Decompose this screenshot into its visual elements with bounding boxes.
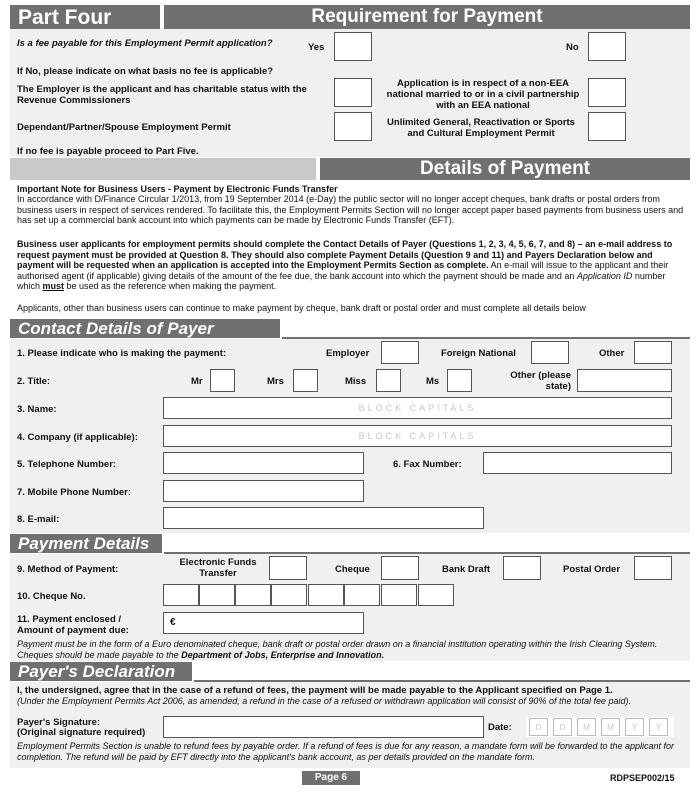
email-input[interactable] [163, 507, 484, 529]
declaration-line2: (Under the Employment Permits Act 2006, as amended, a refund in the case of a refused or withdrawn application will consist of 90% of the total fee paid). [17, 696, 631, 706]
form-code: RDPSEP002/15 [610, 773, 675, 783]
fax-input[interactable] [483, 452, 672, 474]
cheque-digit-5[interactable] [308, 584, 344, 606]
date-input[interactable] [526, 717, 674, 737]
fee-question: Is a fee payable for this Employment Permit application? [17, 38, 273, 49]
non-eea-label: Application is in respect of a non-EEA national married to or in a civil partnership with an EEA national [386, 78, 580, 111]
basis-question: If No, please indicate on what basis no fee is applicable? [17, 66, 274, 77]
euro-symbol: € [170, 617, 176, 628]
must-term: must [42, 281, 65, 291]
telephone-input[interactable] [163, 452, 364, 474]
unlimited-checkbox[interactable] [588, 112, 626, 141]
q8-label: 8. E-mail: [17, 514, 60, 525]
date-cell-d2[interactable]: D [553, 718, 572, 736]
q10-label: 10. Cheque No. [17, 591, 86, 602]
payment-note [17, 639, 689, 660]
ms-label: Ms [426, 376, 440, 387]
q3-label: 3. Name: [17, 404, 57, 415]
other-title-input[interactable] [577, 369, 672, 392]
part-label: Part Four [18, 6, 112, 29]
email-info-3: be used as the reference when making the payment. [64, 281, 277, 291]
foreign-national-label: Foreign National [441, 348, 516, 359]
mrs-label: Mrs [267, 376, 284, 387]
contact-details-header: Contact Details of Payer [10, 319, 280, 338]
name-input[interactable]: BLOCK CAPITALS [163, 397, 672, 419]
ms-checkbox[interactable] [447, 369, 472, 392]
other-title-label: Other (please state) [510, 370, 571, 392]
eft-label: Electronic Funds Transfer [179, 557, 257, 579]
details-title-bar-left [10, 158, 316, 180]
dependant-checkbox[interactable] [334, 112, 372, 141]
requirement-title-bar [164, 5, 690, 29]
other-payer-label: Other [599, 348, 625, 359]
requirement-title: Requirement for Payment [311, 6, 543, 27]
q5-label: 5. Telephone Number: [17, 459, 117, 470]
foreign-national-checkbox[interactable] [531, 341, 569, 364]
payment-details-header: Payment Details [10, 534, 162, 553]
charitable-checkbox[interactable] [334, 78, 372, 107]
eft-checkbox[interactable] [269, 556, 307, 580]
mrs-checkbox[interactable] [293, 369, 318, 392]
declaration-header: Payer's Declaration [10, 662, 192, 681]
unlimited-label: Unlimited General, Reactivation or Sports and Cultural Employment Permit [387, 117, 575, 139]
q2-label: 2. Title: [17, 376, 51, 387]
date-cell-d1[interactable]: D [529, 718, 548, 736]
dependant-label: Dependant/Partner/Spouse Employment Permit [17, 122, 231, 133]
q4-label: 4. Company (if applicable): [17, 432, 138, 443]
q7-label: 7. Mobile Phone Number: [17, 487, 132, 498]
email-info-2: number which [17, 270, 666, 291]
date-cell-y1[interactable]: Y [625, 718, 644, 736]
eft-note-body: In accordance with D/Finance Circular 1/2013, from 19 September 2014 (e-Day) the public sector will no longer accept cheques, bank drafts or postal orders from business users in respect of services rendered. To facilitate this, the Employment Permits Section will no longer accept paper based payments from business users and has set up a commercial bank account into which payments can be made by Electronic Funds Transfer (EFT). [17, 194, 684, 225]
date-cell-m1[interactable]: M [577, 718, 596, 736]
signature-label: Payer's Signature: [17, 717, 101, 728]
details-title-bar [320, 158, 690, 180]
eft-note-heading: Important Note for Business Users - Payment by Electronic Funds Transfer [17, 184, 338, 194]
mr-label: Mr [191, 376, 203, 387]
business-instructions [17, 239, 689, 292]
applicants-line: Applicants, other than business users can continue to make payment by cheque, bank draft or postal order and must complete all details below [17, 303, 586, 313]
bank-draft-checkbox[interactable] [503, 556, 541, 580]
email-info-1: An e-mail will issue to the applicant and their authorised agent (if applicable) giving details of the amount of the fee due, the bank account into which the payment should be made and an [17, 260, 669, 281]
mobile-input[interactable] [163, 480, 364, 502]
yes-label: Yes [308, 42, 325, 53]
payment-note-dept: Department of Jobs, Enterprise and Innovation. [181, 649, 385, 660]
date-cell-y2[interactable]: Y [649, 718, 668, 736]
cheque-digit-1[interactable] [163, 584, 199, 606]
no-checkbox[interactable] [588, 32, 626, 61]
cheque-digit-3[interactable] [235, 584, 271, 606]
cheque-digit-2[interactable] [199, 584, 235, 606]
company-input[interactable]: BLOCK CAPITALS [163, 425, 672, 447]
charitable-label: The Employer is the applicant and has charitable status with the Revenue Commissioners [17, 84, 307, 106]
cheque-label: Cheque [335, 564, 370, 575]
business-instructions-bold: Business user applicants for employment permits should complete the Contact Details of Payer (Questions 1, 2, 3, 4, 5, 6, 7, and 8) – an e-mail address to request payment must be provided at Question 8. They should also complete Payment Details (Question 9 and 11) and Payers Declaration below and payment will be requested when an application is accepted into the Employment Permits Section as complete. [17, 239, 673, 270]
amount-input[interactable] [163, 612, 364, 634]
cheque-checkbox[interactable] [381, 556, 419, 580]
q9-label: 9. Method of Payment: [17, 564, 119, 575]
cheque-digit-7[interactable] [381, 584, 417, 606]
part-label-bar [10, 5, 160, 29]
payment-note-text: Payment must be in the form of a Euro denominated cheque, bank draft or postal order drawn on a financial institution operating within the Irish Clearing System. Cheques should be made payable to the [17, 639, 658, 660]
non-eea-checkbox[interactable] [588, 78, 626, 107]
postal-order-label: Postal Order [563, 564, 621, 575]
mr-checkbox[interactable] [210, 369, 235, 392]
page-number: Page 6 [314, 772, 348, 783]
q11-label: 11. Payment enclosed / Amount of payment due: [17, 614, 129, 636]
refund-footer-note: Employment Permits Section is unable to refund fees by payable order. If a refund of fees is due for any reason, a mandate form will be forwarded to the applicant for completion. The refund will be paid by EFT directly into the applicant's bank account, as per details provided on the mandate form. [17, 741, 675, 762]
page-number-box [302, 771, 360, 785]
yes-checkbox[interactable] [334, 32, 372, 61]
cheque-number-input[interactable] [163, 584, 456, 606]
no-label: No [566, 42, 579, 53]
employer-checkbox[interactable] [381, 341, 419, 364]
date-cell-m2[interactable]: M [601, 718, 620, 736]
q6-label: 6. Fax Number: [393, 459, 462, 470]
q1-label: 1. Please indicate who is making the payment: [17, 348, 227, 359]
cheque-digit-6[interactable] [344, 584, 380, 606]
signature-hint: (Original signature required) [17, 727, 146, 738]
proceed-note: If no fee is payable proceed to Part Five. [17, 146, 199, 157]
miss-label: Miss [345, 376, 367, 387]
bank-draft-label: Bank Draft [442, 564, 491, 575]
cheque-digit-8[interactable] [418, 584, 454, 606]
other-payer-checkbox[interactable] [634, 341, 672, 364]
signature-input[interactable] [163, 716, 484, 738]
application-id-term: Application ID [576, 270, 633, 281]
employer-label: Employer [326, 348, 370, 359]
date-label: Date: [488, 722, 512, 733]
details-title: Details of Payment [420, 158, 590, 179]
postal-order-checkbox[interactable] [634, 556, 672, 580]
declaration-line1: I, the undersigned, agree that in the case of a refund of fees, the payment will be made payable to the Applicant specified on Page 1. [17, 685, 613, 696]
cheque-digit-4[interactable] [271, 584, 307, 606]
miss-checkbox[interactable] [376, 369, 401, 392]
